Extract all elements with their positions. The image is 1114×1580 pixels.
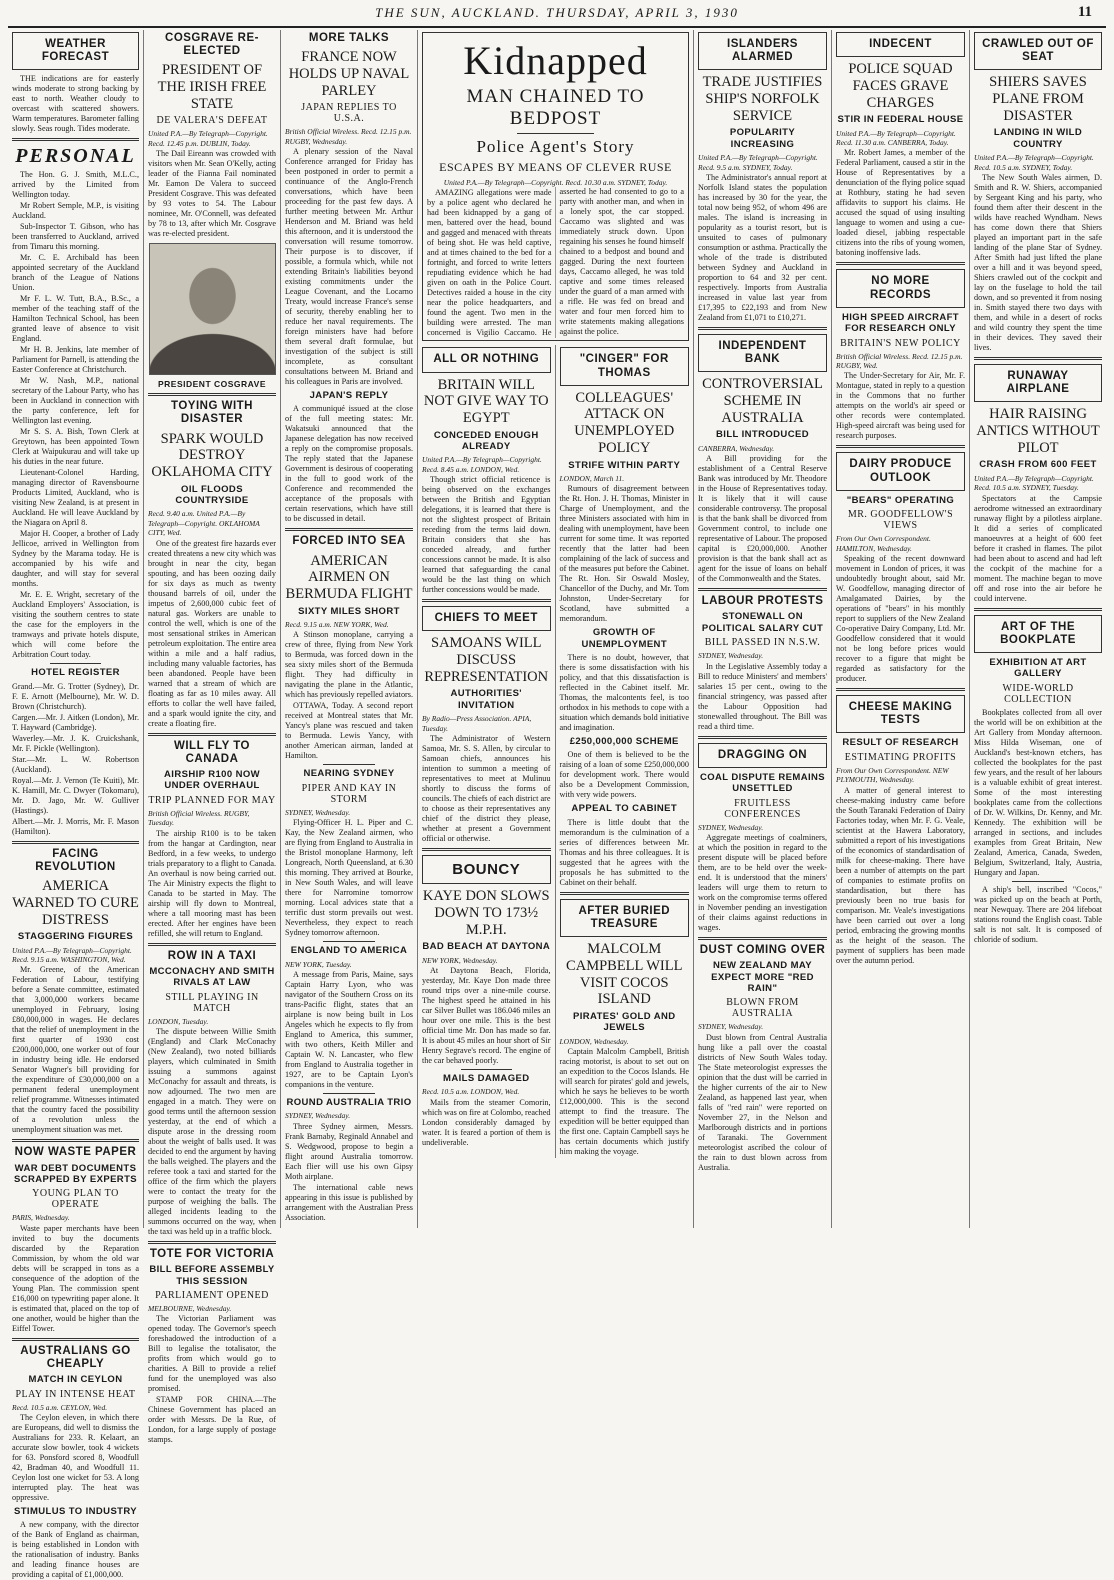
trio-foot: The international cable news appearing in this issue is published by arrangement with the Australian Press Association. bbox=[285, 1182, 413, 1222]
crawled-headline: SHIERS SAVES PLANE FROM DISASTER bbox=[989, 74, 1087, 124]
cinger-sub3: £250,000,000 SCHEME bbox=[569, 736, 679, 748]
masthead-title: THE SUN, AUCKLAND. THURSDAY, APRIL 3, 1930 bbox=[375, 5, 739, 20]
hotel-list bbox=[12, 682, 139, 837]
nothing-dateline: United P.A.—By Telegraph—Copyright. Recd. 8.45 a.m. LONDON, Wed. bbox=[422, 455, 542, 474]
treasure-headline: MALCOLM CAMPBELL WILL VISIT COCOS ISLAND bbox=[566, 941, 683, 1008]
bookplate-sub: WIDE-WORLD COLLECTION bbox=[1002, 682, 1074, 705]
labour-title: LABOUR PROTESTS bbox=[701, 595, 824, 608]
personal-item: Mr F. L. W. Tutt, B.A., B.Sc., a member of the teaching staff of the Hamilton Technical School, has been granted leave of absence to visit England. bbox=[12, 294, 139, 344]
dragging-sub: FRUITLESS CONFERENCES bbox=[724, 797, 801, 820]
sea-headline: AMERICAN AIRMEN ON BERMUDA FLIGHT bbox=[285, 552, 413, 602]
cheese-box bbox=[836, 695, 965, 733]
nothing-title: ALL OR NOTHING bbox=[433, 353, 540, 366]
cosgrave-portrait bbox=[149, 243, 276, 375]
sea-body: A Stinson monoplane, carrying a crew of three, flying from New York to Bermuda, was forced down in the sea sixty miles short of the Bermuda flight. They had difficulty in navigating the plane in the Atlantic, which has previously repelled aviators. bbox=[285, 630, 414, 700]
taxi-body: The dispute between Willie Smith (England) and Clark McConachy (New Zealand), two noted billiards players, which culminated in Smith issuing a summons against McConachy for assault and threats, is now adjourned. The two men are engaged in a match. They were on good terms until the afternoon session yesterday, at the end of which a dispute arose in the dressing room about the weight of balls used. It was decided to end the argument by having the balls weighed. The players and the referee took a taxi and started for the office of the firm which the players were to contact the treaty for the purpose of weighing the balls. The alleged incidents leading to the summons occurred on the way, when the taxi was held up in a traffic block. bbox=[148, 1026, 276, 1236]
cinger-body4: There is little doubt that the memorandum is the culmination of a series of differences between Mr. Thomas and his three colleagues. It is suggested that he agrees with the proposals he has submitted to the Cabinet on their behalf. bbox=[559, 817, 689, 887]
mails-dateline: Recd. 10.5 a.m. LONDON, Wed. bbox=[422, 1087, 520, 1097]
runaway-dateline: United P.A.—By Telegraph—Copyright. Recd. 10.5 a.m. SYDNEY, Tuesday. bbox=[974, 473, 1094, 493]
records-box bbox=[836, 269, 965, 307]
hotel-item: Cargen.—Mr. J. Aitken (London), Mr. T. Hayward (Cambridge). bbox=[12, 712, 139, 732]
cheese-body: A matter of general interest to cheese-making industry came before the South Taranaki Federation of Dairy Factories today, when Mr. F. G. Veale, scientist at the Hawera Laboratory, submitted a report of his investigations of the economics of standardisation of milk for cheese-making. There have been a number of attempts on the part of companies to estimate profits on standardisation, but there has previously been no true basis for comparison. Mr. Veale's investigations have been carried out over a long period, embracing the growing months as the height of the season. The payment of suppliers has been made over the autumn period. bbox=[836, 785, 965, 965]
taxi-dateline: LONDON, Tuesday. bbox=[148, 1016, 209, 1026]
runaway-headline: HAIR RAISING ANTICS WITHOUT PILOT bbox=[976, 406, 1100, 456]
bank-title: INDEPENDENT BANK bbox=[718, 339, 807, 366]
islanders-dateline: United P.A.—By Telegraph—Copyright. Recd. 9.5 a.m. SYDNEY, Today. bbox=[698, 153, 818, 172]
cosgrave-headline: PRESIDENT OF THE IRISH FREE STATE bbox=[157, 62, 267, 112]
labour-sub: BILL PASSED IN N.S.W. bbox=[704, 637, 821, 649]
taxi-title: ROW IN A TAXI bbox=[167, 949, 257, 962]
bouncy-body: At Daytona Beach, Florida, yesterday, Mr. Kaye Don made three round trips over a nine-mile course. The highest speed he attained in his car Silver Bullet was 186.046 miles an hour over one mile. This is the best official time Mr. Don has made so far. It is about 45 miles an hour short of Sir Henry Segrave's record. The engine of the car behaved poorly. bbox=[422, 965, 551, 1065]
cheaply-title: AUSTRALIANS GO CHEAPLY bbox=[20, 1344, 131, 1371]
weather-title: WEATHER FORECAST bbox=[41, 38, 110, 64]
personal-item: Major H. Cooper, a brother of Lady Jellicoe, arrived in Wellington from Sydney by the Marama today. He is accompanied by his wife and daughter, and will stay for several months. bbox=[12, 529, 139, 589]
dragging-title: DRAGGING ON bbox=[717, 748, 808, 761]
islanders-headline: TRADE JUSTIFIES SHIP'S NORFOLK SERVICE bbox=[702, 74, 823, 124]
runaway-body: Spectators at the Campsie aerodrome witnessed an extraordinary runaway flight by a pilotless airplane. It did a series of complicated manoeuvres at a height of 600 feet before it crashed in flames. The pilot had been about to ascend and had left the cockpit of the machine for a moment. The machine began to move off and rose into the air before he could intervene. bbox=[974, 493, 1102, 603]
treasure-dateline: LONDON, Wednesday. bbox=[559, 1036, 629, 1046]
kidnapped-dateline: United P.A.—By Telegraph—Copyright. Recd. 10.30 a.m. SYDNEY, Today. bbox=[443, 178, 668, 187]
talks-body: A plenary session of the Naval Conference arranged for Friday has been postponed in order to permit a continuance of the Anglo-French conversations, which have been proceeding for the past few days. A further meeting between Mr. Arthur Henderson and M. Briand was held this afternoon, and it is understood the conversation will resume tomorrow. Their purpose is to discover, if possible, a formula which, while not extending Britain's liabilities beyond existing commitments under the League Covenant, and the Locarno Treaty, would increase France's sense of security, thereby enabling her to reduce her naval requirements. The foreign ministers have had before them several draft formulae, but investigation of the subject is still incomplete, as consultant consultations between M. Briand and his colleagues in Paris are involved. bbox=[285, 146, 413, 386]
sea-sub: SIXTY MILES SHORT bbox=[298, 605, 400, 617]
runaway-sub: CRASH FROM 600 FEET bbox=[979, 459, 1097, 471]
treasure-box bbox=[560, 899, 690, 937]
trio-dateline: SYDNEY, Wednesday. bbox=[285, 1111, 351, 1121]
page-number: 11 bbox=[1077, 4, 1092, 20]
records-body: The Under-Secretary for Air, Mr. F. Montague, stated in reply to a question in the Commons that no further attempts on the world's air speed or other records were contemplated. High-speed aircraft was being used for research purposes. bbox=[836, 371, 965, 441]
indecent-body: Mr. Robert James, a member of the Federal Parliament, caused a stir in the House of Representatives by a denunciation of the flying police squad at Rothbury, stating he had seven affidavits to support his claims. He accused the squad of using insulting language to women and using a cue-loaded diesel, jabbing respectable citizens into the ribs of young women, batoning inoffensive lads. bbox=[836, 148, 965, 258]
cinger-body3: One of them is believed to be the raising of a loan of some £250,000,000 for development work. There would also be a Development Commission, with very wide powers. bbox=[559, 750, 689, 800]
kidnapped-sub: Police Agent's Story bbox=[476, 137, 635, 156]
cinger-headline: COLLEAGUES' ATTACK ON UNEMPLOYED POLICY bbox=[574, 389, 675, 456]
bookplate-headline: EXHIBITION AT ART GALLERY bbox=[989, 657, 1087, 680]
cosgrave-title: COSGRAVE RE-ELECTED bbox=[165, 32, 259, 58]
personal-item: Mr Robert Semple, M.P., is visiting Auckland. bbox=[12, 201, 139, 221]
chiefs-sub: AUTHORITIES' INVITATION bbox=[450, 688, 522, 711]
personal-item: Lieutenant-Colonel Harding, managing director of Ravensbourne Products Limited, Auckland, who is visiting New Zealand, is at present in Auckland. He will leave Auckland by the Niagara on April 8. bbox=[12, 468, 139, 528]
column-1 bbox=[8, 30, 143, 1580]
personal-item: Mr H. B. Jenkins, late member of Parliament for Parnell, is attending the Easter Conference at Christchurch. bbox=[12, 345, 139, 375]
sydney-dateline: SYDNEY, Wednesday. bbox=[285, 807, 351, 817]
trio-body: Three Sydney airmen, Messrs. Frank Barnaby, Reginald Annabel and S. Wedgwood, propose to begin a flight around Australia tomorrow. Each flier will use his own Gipsy Moth airplane. bbox=[285, 1121, 413, 1181]
runaway-title: RUNAWAY AIRPLANE bbox=[1006, 369, 1070, 396]
toying-body: One of the greatest fire hazards ever created threatens a new city which was brought in near the city, began spouting, and has been oozing daily for six days as much as twenty thousand barrels of oil, under the impetus of 2,600,000 cubic feet of natural gas. Workers are unable to control the well, which is one of the most sensational strikes in American petroleum exploitation. The entire area within a mile and a half radius, including many valuable factories, has been abandoned. People have been warned that a stream of which are floating as far as 10 miles away. All efforts to collar the well have failed, and a spark would ignite the city, and create a floating fire. bbox=[148, 538, 276, 728]
canada-headline: AIRSHIP R100 NOW UNDER OVERHAUL bbox=[164, 769, 260, 792]
hotel-item: Star.—Mr. L. W. Robertson (Auckland). bbox=[12, 754, 139, 774]
personal-title: PERSONAL bbox=[15, 145, 136, 168]
cheaply-sub: PLAY IN INTENSE HEAT bbox=[15, 1388, 136, 1400]
chiefs-title: CHIEFS TO MEET bbox=[434, 612, 538, 625]
dust-dateline: SYDNEY, Wednesday. bbox=[698, 1022, 764, 1032]
dust-title: DUST COMING OVER bbox=[699, 943, 826, 956]
crawled-title: CRAWLED OUT OF SEAT bbox=[982, 38, 1094, 64]
victoria-foot: STAMP FOR CHINA.—The Chinese Government has placed an order with Messrs. De la Rue, of London, for a large supply of postage stamps. bbox=[148, 1395, 276, 1445]
chiefs-headline: SAMOANS WILL DISCUSS REPRESENTATION bbox=[424, 635, 549, 685]
column-7 bbox=[831, 30, 969, 1228]
kidnapped-body: AMAZING allegations were made by a police agent who declared he had been kidnapped by a gang of men, battered over the head, bound and gagged and menaced with threats of being shot. He was held captive, and at times chained to the bed for a fortnight, and forced to write letters repudiating evidence which he had given on oath in the Police Court. Detectives raided a house in the city near the police headquarters, and found the agent. Two men in the building were arrested. The man concerned is Vigilio Caccamo. He asserted he had consented to go to a party with another man, and when in a lonely spot, the car stopped. Caccamo was slighted and was immediately struck down. Upon regaining his senses he found himself chained to a bedpost and bound and gagged. During the next fourteen days, Caccamo alleged, he was told captive and some times released under the guard of a man armed with a rifle. He was fed on bread and water and four men forced him to write statements making allegations against the police. bbox=[427, 187, 684, 338]
victoria-headline: BILL BEFORE ASSEMBLY THIS SESSION bbox=[149, 1264, 275, 1287]
bookplate-body: Bookplates collected from all over the world will be on exhibition at the Art Gallery from Monday afternoon. Miss Hilda Wiseman, one of Auckland's best-known etchers, has collected the bookplates for the past few years, and the result of her labours is a valuable exhibit of great interest. Some of the most interesting bookplates came from the collections of Dr. W. Wilkins, Dr. Kenny, and Mr. Kennedy. The exhibition will be arranged in sections, and includes examples from Great Britain, New Zealand, America, Canada, Sweden, Belgium, Switzerland, Italy, Austria, Hungary and Japan. bbox=[974, 707, 1102, 877]
cinger-sub: STRIFE WITHIN PARTY bbox=[568, 459, 681, 471]
victoria-title: TOTE FOR VICTORIA bbox=[149, 1247, 275, 1260]
dairy-box bbox=[836, 452, 965, 490]
america-body: A message from Paris, Maine, says Captain Harry Lyon, who was navigator of the Southern Cross on its trans-Pacific flight, states that an airplane is now being built in Los Angeles which he expects to fly from England to America, this summer, with two others, Keith Miller and Captain W. N. Lancaster, who flew from England to Australia together in 1927, are to be Captain Lyon's companions in the venture. bbox=[285, 969, 413, 1089]
indecent-box bbox=[836, 32, 965, 57]
stimulus-body: A new company, with the director of the Bank of England as chairman, is being established in London with the rationalisation of industry. Banks and leading finance houses are providing a capital of £1,000,000. bbox=[12, 1520, 139, 1580]
paper-headline: WAR DEBT DOCUMENTS SCRAPPED BY EXPERTS bbox=[13, 1162, 138, 1186]
crawled-box bbox=[974, 32, 1102, 70]
chiefs-box bbox=[422, 606, 551, 631]
toying-sub: OIL FLOODS COUNTRYSIDE bbox=[175, 483, 249, 507]
personal-item: Mr. E. E. Wright, secretary of the Auckland Employers' Association, is visiting the southern centres to state the case for the employers in the tramways and private hotels dispute, which will come before the Arbitration Court today. bbox=[12, 590, 139, 660]
canada-body: The airship R100 is to be taken from the hangar at Cardington, near Bedford, in a few weeks, to undergo trials preparatory to a flight to Canada. An overhaul is now being carried out. The Air Ministry expects the flight to Canada to be started in May. The airship will fly down to Montreal, where a tall mooring mast has been erected. After her engines have been refilled, she will return to England. bbox=[148, 828, 276, 938]
personal-item: Mr W. Nash, M.P., national secretary of the Labour Party, who has been in Auckland in connection with the party conference, left for Wellington last evening. bbox=[12, 376, 139, 426]
cheaply-headline: MATCH IN CEYLON bbox=[28, 1374, 123, 1386]
sydney-body: Flying-Officer H. L. Piper and C. Kay, the New Zealand airmen, who are flying from England to Australia in the Bristol monoplane Harmony, left Longreach, North Queensland, at 6.30 this morning. They arrived at Bourke, in New South Wales, and will leave there for Narromine tomorrow morning. Local advices state that a terrific dust storm prevails out west. Nevertheless, they expect to reach Sydney tomorrow afternoon. bbox=[285, 818, 413, 938]
dairy-sub: MR. GOODFELLOW'S VIEWS bbox=[847, 509, 954, 532]
bank-headline: CONTROVERSIAL SCHEME IN AUSTRALIA bbox=[702, 376, 823, 426]
crawled-sub: LANDING IN WILD COUNTRY bbox=[993, 127, 1083, 150]
nothing-box bbox=[422, 347, 551, 372]
labour-dateline: SYDNEY, Wednesday. bbox=[698, 651, 764, 661]
cosgrave-dateline: United P.A.—By Telegraph—Copyright. Recd. 12.45 p.m. DUBLIN, Today. bbox=[148, 129, 268, 148]
cheese-headline: RESULT OF RESEARCH bbox=[842, 737, 959, 749]
indecent-dateline: United P.A.—By Telegraph—Copyright. Recd. 11.30 a.m. CANBERRA, Today. bbox=[836, 128, 956, 147]
dairy-dateline: From Our Own Correspondent. HAMILTON, Wednesday. bbox=[836, 534, 931, 553]
records-title: NO MORE RECORDS bbox=[869, 275, 931, 301]
islanders-box bbox=[698, 32, 827, 70]
toying-headline: SPARK WOULD DESTROY OKLAHOMA CITY bbox=[151, 430, 273, 480]
column-2 bbox=[143, 30, 280, 1445]
records-dateline: British Official Wireless. Recd. 12.15 p.m. RUGBY, Wed. bbox=[836, 351, 963, 370]
talks-sub2: JAPAN'S REPLY bbox=[309, 389, 389, 401]
stimulus-title: STIMULUS TO INDUSTRY bbox=[13, 1506, 138, 1517]
paper-sub: YOUNG PLAN TO OPERATE bbox=[32, 1188, 119, 1211]
cosgrave-body: The Dail Eireann was crowded with visitors when Mr. Sean O'Kelly, acting leader of the Fianna Fail nominated Mr. Eamon De Valera to succeed President Cosgrave. This was defeated by 93 votes to 54. The Labour nominee, Mr. O'Connell, was defeated by 78 to 13, after which Mr. Cosgrave was re-elected president. bbox=[148, 149, 276, 239]
dairy-headline: "BEARS" OPERATING bbox=[846, 494, 955, 506]
hotel-item: Royal.—Mr. J. Vernon (Te Kuiti), Mr. K. Hamill, Mr. C. Dwyer (Tokomaru), Mr. D. Jago, Mr. W. Gulliver (Hastings). bbox=[12, 775, 139, 815]
mails-title: MAILS DAMAGED bbox=[443, 1072, 530, 1084]
indecent-headline: POLICE SQUAD FACES GRAVE CHARGES bbox=[848, 61, 953, 111]
talks-title: MORE TALKS bbox=[308, 32, 390, 44]
dairy-body: Speaking of the recent downward movement in London of prices, it was undoubtedly brought about, said Mr. W. Goodfellow, managing director of Amalgamated Dairies, by the operations of "bears" in his monthly report to suppliers of the New Zealand Co-operative Dairy Company, Ltd. Mr. Goodfellow considered that it would not be long before prices would recover to a figure that might be regarded as satisfactory for the producer. bbox=[836, 553, 965, 683]
trio-title: ROUND AUSTRALIA TRIO bbox=[286, 1096, 412, 1108]
facing-headline: AMERICA WARNED TO CURE DISTRESS bbox=[12, 878, 139, 928]
column-3 bbox=[280, 30, 417, 1228]
treasure-body: Captain Malcolm Campbell, British racing motorist, is about to set out on an expedition to the Cocos Islands. He will search for pirates' gold and jewels, which he says he believes to be worth £12,000,000. This is the second attempt to find the treasure. The expedition will be better equipped than the first one. Captain Campbell says he has certain documents which justify him making the voyage. bbox=[559, 1047, 689, 1157]
dairy-title: DAIRY PRODUCE OUTLOOK bbox=[849, 458, 952, 484]
chiefs-dateline: By Radio—Press Association. APIA, Tuesday. bbox=[422, 714, 532, 733]
bouncy-sub: BAD BEACH AT DAYTONA bbox=[422, 941, 551, 953]
paper-body: Waste paper merchants have been invited to buy the documents discarded by the Reparation Commission, by whom the old war debts will be scrapped in tons as a consequence of the adoption of the Young Plan. The commission spent £16,000 on typewriting paper alone. It is estimated that, placed on the top of one another, would be higher than the Eiffel Tower. bbox=[12, 1223, 139, 1333]
masthead bbox=[8, 0, 1106, 28]
records-headline: HIGH SPEED AIRCRAFT FOR RESEARCH ONLY bbox=[841, 311, 960, 335]
bookplate-box bbox=[974, 615, 1102, 653]
cheaply-body: The Ceylon eleven, in which there are Europeans, did well to dismiss the Australians for 233. R. Kelaart, an accurate slow bowler, took 4 wickets for 63. Ponsford scored 8, Woodfull 42, Bradman 40, and Woodfull 11. Ceylon lost one wicket for 53. A long interrupted play. The heat was oppressive. bbox=[12, 1413, 139, 1502]
bouncy-dateline: NEW YORK, Wednesday. bbox=[422, 955, 498, 965]
cheese-dateline: From Our Own Correspondent. NEW PLYMOUTH, Wednesday. bbox=[836, 765, 949, 785]
cosgrave-sub: DE VALERA'S DEFEAT bbox=[156, 115, 268, 127]
cheese-title: CHEESE MAKING TESTS bbox=[848, 700, 953, 727]
hotel-item: Albert.—Mr. J. Morris, Mr. F. Mason (Hamilton). bbox=[12, 816, 139, 836]
talks-sub: JAPAN REPLIES TO U.S.A. bbox=[301, 102, 397, 125]
islanders-title: ISLANDERS ALARMED bbox=[727, 38, 798, 64]
victoria-dateline: MELBOURNE, Wednesday. bbox=[148, 1303, 232, 1313]
dragging-dateline: SYDNEY, Wednesday. bbox=[698, 822, 764, 832]
cheese-sub: ESTIMATING PROFITS bbox=[844, 751, 957, 763]
kidnapped-title: Kidnapped bbox=[463, 38, 648, 83]
chiefs-body: The Administrator of Western Samoa, Mr. S. S. Allen, by circular to Samoan chiefs, announces his intention to summon a meeting of representatives to meet at Mulinuu shortly to discuss the forms of councils. The chiefs of each district are to choose as their representatives any chief of the district they please, whether at present a Government official or otherwise. bbox=[422, 733, 551, 843]
talks-dateline: British Official Wireless. Recd. 12.15 p.m. RUGBY, Wednesday. bbox=[285, 127, 412, 146]
talks-headline: FRANCE NOW HOLDS UP NAVAL PARLEY bbox=[288, 49, 410, 99]
runaway-box bbox=[974, 364, 1102, 402]
cosgrave-caption: PRESIDENT COSGRAVE bbox=[157, 379, 267, 390]
indecent-sub: STIR IN FEDERAL HOUSE bbox=[837, 114, 964, 126]
mails-body: Mails from the steamer Comorin, which was on fire at Colombo, reached London considerably damaged by water. It is feared a portion of them is undeliverable. bbox=[422, 1097, 551, 1147]
america-title: ENGLAND TO AMERICA bbox=[290, 945, 408, 957]
bouncy-box bbox=[422, 855, 551, 884]
personal-list bbox=[12, 170, 139, 660]
lifeboats-body: A ship's bell, inscribed "Cocos," was picked up on the beach at Porth, near Newquay. There are 204 lifeboat stations round the English coast. Table salt is not salt. It is composed of chloride of sodium. bbox=[974, 884, 1102, 944]
cinger-dateline: LONDON, March 11. bbox=[559, 473, 625, 483]
sea-title: FORCED INTO SEA bbox=[292, 535, 406, 548]
talks-body2: A communiqué issued at the close of the full meeting states: Mr. Wakatsuki announced that the Japanese delegation has now received a reply on the compromise proposals. The reply stated that the Japanese Government is desirous of cooperating in the full to good work of the Conference and recommended the acceptance of the proposals with certain reservations, which have still to be discussed in detail. bbox=[285, 404, 413, 524]
labour-body: In the Legislative Assembly today a Bill to reduce Ministers' and members' salaries 15 per cent., owing to the financial stringency, was passed after the Labour Opposition had stonewalled throughout. The Bill was read a third time. bbox=[698, 661, 827, 731]
personal-item: Sub-Inspector T. Gibson, who has been transferred to Auckland, arrived from Timaru this morning. bbox=[12, 222, 139, 252]
kidnapped-sub2: ESCAPES BY MEANS OF CLEVER RUSE bbox=[439, 160, 672, 174]
facing-body: Mr. Greene, of the American Federation of Labour, testifying before a Senate committee, estimated that 3,000,000 workers became unemployed in February, losing £80,000,000 in wages. He declares that the relief of unemployment in the first quarter of 1930 cost £200,000,000, one worker out of four in industry being idle. He endorsed Senator Wagner's bill providing for the expenditure of £30,000,000 on a permanent federal unemployment relief programme. Witnesses intimated that the country faced the possibility of a revolution unless the unemployment situation was met. bbox=[12, 965, 139, 1135]
weather-box bbox=[12, 32, 139, 70]
cheaply-dateline: Recd. 10.5 a.m. CEYLON, Wed. bbox=[12, 1402, 108, 1412]
cinger-title: "CINGER" FOR THOMAS bbox=[579, 353, 669, 379]
column-4-5 bbox=[417, 30, 693, 1228]
bouncy-title: BOUNCY bbox=[452, 860, 521, 878]
dragging-box bbox=[698, 743, 827, 768]
hotel-item: Grand.—Mr. G. Trotter (Sydney), Dr. F. E. Arnott (Melbourne), Mr. W. D. Brown (Christchurch). bbox=[12, 681, 139, 711]
cinger-sub4: APPEAL TO CABINET bbox=[571, 803, 678, 815]
bookplate-title: ART OF THE BOOKPLATE bbox=[1000, 620, 1076, 646]
dust-body: Dust blown from Central Australia hung like a pall over the coastal districts of New South Wales today. The State meteorologist expresses the opinion that the dust will be carried in the higher currents of the air to New Zealand, as happened last year, when falls of "red rain" were reported on November 27, in the Nelson and Marlborough districts and in portions of Taranaki. The Government meteorologist ascribed the colour of the rain to dust blown across from Australia. bbox=[698, 1032, 827, 1172]
column-8 bbox=[969, 30, 1106, 1228]
crawled-dateline: United P.A.—By Telegraph—Copyright. Recd. 10.5 a.m. SYDNEY, Today. bbox=[974, 153, 1094, 172]
dust-sub: BLOWN FROM AUSTRALIA bbox=[726, 997, 799, 1020]
nothing-headline: BRITAIN WILL NOT GIVE WAY TO EGYPT bbox=[423, 376, 549, 426]
facing-title: FACING REVOLUTION bbox=[35, 847, 116, 874]
dragging-headline: COAL DISPUTE REMAINS UNSETTLED bbox=[699, 771, 825, 795]
sydney-title: NEARING SYDNEY bbox=[303, 768, 395, 780]
cinger-sub2: GROWTH OF UNEMPLOYMENT bbox=[581, 627, 668, 650]
taxi-headline: MCCONACHY AND SMITH RIVALS AT LAW bbox=[149, 965, 275, 989]
treasure-sub: PIRATES' GOLD AND JEWELS bbox=[573, 1010, 676, 1034]
canada-sub: TRIP PLANNED FOR MAY bbox=[148, 794, 276, 806]
toying-dateline: Recd. 9.40 a.m. United P.A.—By Telegraph—Copyright. OKLAHOMA CITY, Wed. bbox=[148, 509, 260, 538]
islanders-body: The Administrator's annual report at Norfolk Island states the population has increased by 30 for the year, the total now being 952, of whom 496 are males. The island is increasing in popularity as a tourist resort, but is unsuited to cases of pulmonary consumption or asthma. Practically the whole of the trade is distributed between Sydney and Auckland in proportion to 64 and 32 per cent. respectively. Imports from Australia increased in value last year from £17,395 to £22,193 and from New Zealand from £1,071 to £10,271. bbox=[698, 172, 827, 322]
bank-sub: BILL INTRODUCED bbox=[716, 429, 809, 441]
facing-sub: STAGGERING FIGURES bbox=[17, 931, 134, 943]
facing-dateline: United P.A.—By Telegraph—Copyright. Recd. 9.15 a.m. WASHINGTON, Wed. bbox=[12, 945, 132, 965]
sydney-headline: PIPER AND KAY IN STORM bbox=[301, 782, 397, 805]
bank-body: A Bill providing for the establishment of a Central Reserve Bank was introduced by Mr. Theodore in the House of Representatives today. It is likely that it will cause considerable controversy. The proposal is that the bank shall be divorced from Government control, to include one representative of Labour. The proposed capital is £20,000,000. Another provision is that the bank shall act as agent for the issue of loans on behalf of the Commonwealth and the States. bbox=[698, 454, 827, 584]
hotel-item: Waverley.—Mr. J. K. Cruickshank, Mr. F. Pickle (Wellington). bbox=[12, 733, 139, 753]
cinger-body: Rumours of disagreement between the Rt. Hon. J. H. Thomas, Minister in Charge of Unemployment, and the three Ministers associated with him in dealing with unemployment, have been current for some time. It was reported recently that the latter had been complaining of the lack of success and of the measures put before the Cabinet. The Rt. Hon. Sir Oswald Mosley, Chancellor of the Duchy, and Mr. Tom Johnston, Under-Secretary for Scotland, have submitted a memorandum. bbox=[559, 484, 689, 624]
sea-dateline: Recd. 9.15 a.m. NEW YORK, Wed. bbox=[285, 620, 389, 629]
kidnapped-box bbox=[422, 32, 689, 341]
cinger-box bbox=[560, 347, 690, 385]
kidnapped-headline: MAN CHAINED TO BEDPOST bbox=[466, 86, 645, 129]
personal-item: Mr S. S. A. Bish, Town Clerk at Greytown, has been appointed Town Clerk at Waipukurau and will take up his duties in the near future. bbox=[12, 427, 139, 467]
bank-dateline: CANBERRA, Wednesday. bbox=[698, 443, 775, 453]
nothing-sub: CONCEDED ENOUGH ALREADY bbox=[433, 429, 539, 452]
records-sub: BRITAIN'S NEW POLICY bbox=[840, 337, 961, 349]
sea-extra: OTTAWA, Today. A second report received at Montreal states that Mr. Yancy's plane was rescued and taken to Bermuda. Lewis Yancy, with another American airman, landed at Hamilton. bbox=[285, 701, 413, 761]
labour-headline: STONEWALL ON POLITICAL SALARY CUT bbox=[701, 611, 824, 634]
paper-title: NOW WASTE PAPER bbox=[14, 1146, 137, 1159]
treasure-title: AFTER BURIED TREASURE bbox=[578, 904, 671, 931]
paper-dateline: PARIS, Wednesday. bbox=[12, 1213, 70, 1223]
islanders-sub: POPULARITY INCREASING bbox=[729, 127, 796, 150]
indecent-title: INDECENT bbox=[869, 38, 932, 50]
canada-title: WILL FLY TO CANADA bbox=[174, 739, 250, 765]
bank-box bbox=[698, 334, 827, 372]
toying-title: TOYING WITH DISASTER bbox=[171, 400, 253, 426]
taxi-sub: STILL PLAYING IN MATCH bbox=[165, 991, 259, 1014]
victoria-sub: PARLIAMENT OPENED bbox=[155, 1289, 269, 1301]
dragging-body: Aggregate meetings of coalminers, at which the position in regard to the present dispute will be placed before them, are to be held over the week-end. It is understood that the miners' leaders will urge them to return to work on the compromise terms offered in November pending an investigation of their claims against reductions in wages. bbox=[698, 832, 827, 932]
canada-dateline: British Official Wireless. RUGBY, Tuesday. bbox=[148, 808, 250, 828]
victoria-body: The Victorian Parliament was opened today. The Governor's speech foreshadowed the introduction of a Bill to legalise the totalisator, the profits from which would go to charities. A Bill to provide a relief fund for the unemployed was also promised. bbox=[148, 1314, 276, 1394]
dust-headline: NEW ZEALAND MAY EXPECT MORE "RED RAIN" bbox=[711, 960, 814, 994]
personal-item: Mr. C. E. Archibald has been appointed secretary of the Auckland branch of the League of Nations Union. bbox=[12, 253, 139, 293]
bouncy-headline: KAYE DON SLOWS DOWN TO 173½ M.P.H. bbox=[422, 888, 550, 938]
personal-item: The Hon. G. J. Smith, M.L.C., arrived by the Limited from Wellington today. bbox=[12, 170, 139, 200]
america-dateline: NEW YORK, Tuesday. bbox=[285, 959, 352, 969]
column-6 bbox=[693, 30, 831, 1228]
weather-body: THE indications are for easterly winds moderate to strong backing by east to north. Weather cloudy to overcast with scattered showers. Warm temperatures. Barometer falling slowly. Seas rough. Tides moderate. bbox=[12, 74, 139, 134]
hotel-title: HOTEL REGISTER bbox=[31, 667, 120, 679]
crawled-body: The New South Wales airmen, D. Smith and R. W. Shiers, accompanied by Sergeant King and his party, who found them after their descent in the wilds have reached Wyndham. News has come down there that Shiers played an important part in the safe landing of the plane Star of Sydney. After Smith had just lifted the plane over a hill and it was beyond speed, Shiers crawled out of the cockpit and lay on the fuselage to hold the tail down, and so prevented it from nosing in. Smith stayed there two days with them, and while in a desert of rocks and wild country they spent the time in their devices. They saved their lives. bbox=[974, 172, 1102, 352]
cinger-body2: There is no doubt, however, that there is some dissatisfaction with his policy, and that this dissatisfaction is reflected in the Cabinet itself. Mr. Thomas, the malcontents feel, is too orthodox in his methods to cope with a situation which demands bold initiative and imagination. bbox=[559, 653, 689, 733]
nothing-body: Though strict official reticence is being observed on the exchanges between the British and Egyptian delegations, it is learned that there is not the slightest prospect of Britain receding from the terms laid down. Britain considers that she has conceded already, and further concessions cannot be made. It is also learned that safeguarding the canal would be the last thing on which further concessions would be made. bbox=[422, 475, 551, 595]
